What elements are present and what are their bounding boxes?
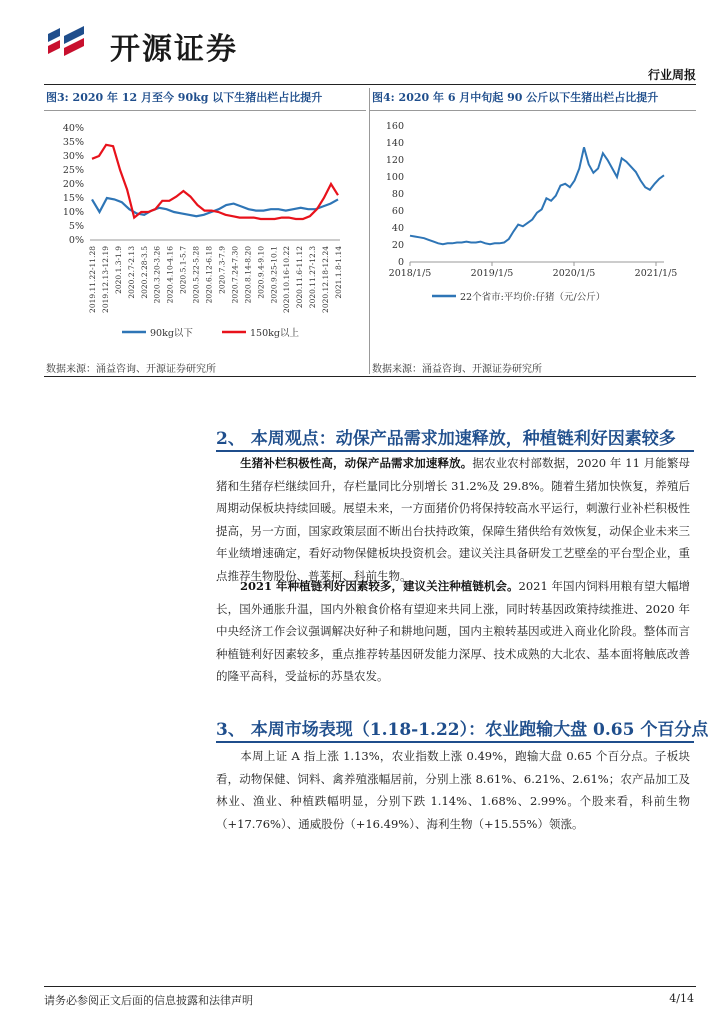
- x-tick-label: 2018/1/5: [388, 268, 432, 279]
- section2-p2-body: 2021 年国内饲料用粮有望大幅增长，国外通胀升温，国内外粮食价格有望迎来共同上涨，同时转基因政策持续推进、2020 年中央经济工作会议强调解决好种子和耕地问题，国内主粮转基因或进入商业化阶段。整体而言种植链利好因素较多，重点推荐转基因研发能力深厚、技术成熟的大北农、基本面将触底改善的隆平高科，受益标的苏垦农发。: [216, 579, 691, 684]
- y-tick-label: 40: [391, 223, 404, 234]
- x-tick-label: 2020.5.22-5.28: [191, 246, 201, 304]
- x-tick-label: 2020.12.18-12.24: [321, 246, 331, 313]
- y-tick-label: 30%: [62, 151, 84, 162]
- y-tick-label: 140: [385, 138, 404, 149]
- y-tick-label: 120: [385, 155, 404, 166]
- x-tick-label: 2020.9.25-10.1: [269, 246, 279, 304]
- y-tick-label: 25%: [62, 165, 84, 176]
- x-tick-label: 2020.7.24-7.30: [230, 246, 240, 304]
- x-tick-label: 2020.7.3-7.9: [217, 246, 227, 294]
- legend-label: 22个省市:平均价:仔猪（元/公斤）: [460, 292, 606, 303]
- section2-p1-body: 据农业农村部数据，2020 年 11 月能繁母猪和生猪存栏继续回升，存栏量同比分别增长 31.2%及 29.8%。随着生猪加快恢复，养殖后周期动保板块持续回暖。展望未来，一方面猪价仍将保持较高水平运行，刺激行业补栏积极性提高，另一方面，国家政策层面不断出台扶持政策，保障生猪供给有效恢复，动保企业未来三年业绩增速确定，看好动物保健板块投资机会。建议关注具备研发工艺壁垒的平台型企业，重点推荐生物股份、普莱柯、科前生物。: [216, 456, 690, 583]
- x-tick-label: 2020.3.20-3.26: [152, 246, 162, 304]
- page-number: 4/14: [669, 992, 694, 1005]
- y-tick-label: 35%: [62, 137, 84, 148]
- section3-p1-body: 本周上证 A 指上涨 1.13%，农业指数上涨 0.49%，跑输大盘 0.65 个百分点。子板块看，动物保健、饲料、禽养殖涨幅居前，分别上涨 8.61%、6.21%、2.61%；农产品加工及林业、渔业、种植跌幅明显，分别下跌 1.14%、1.68%、2.99%。个股来看，科前生物（+17.76%）、通威股份（+16.49%）、海利生物（+15.55%）领涨。: [216, 749, 690, 831]
- y-tick-label: 0%: [68, 235, 84, 246]
- x-tick-label: 2020.5.1-5.7: [178, 246, 188, 294]
- figure4-title-rule: [370, 110, 696, 111]
- footer-disclaimer: 请务必参阅正文后面的信息披露和法律声明: [44, 994, 253, 1007]
- x-tick-label: 2020.8.14-8.20: [243, 245, 253, 304]
- x-tick-label: 2020/1/5: [552, 268, 596, 279]
- x-tick-label: 2021.1.8-1.14: [334, 246, 343, 299]
- x-tick-label: 2020.4.10-4.16: [165, 246, 175, 304]
- section3-rule: [216, 741, 694, 743]
- section2-p2-lead: 2021 年种植链利好因素较多，建议关注种植链机会。: [240, 579, 519, 593]
- section2-paragraph-1: [216, 452, 690, 588]
- figure4-source: 数据来源：涌益咨询、开源证券研究所: [372, 364, 542, 375]
- section2-title: 2、 本周观点：动保产品需求加速释放，种植链利好因素较多: [216, 429, 676, 449]
- figure3-title-rule: [44, 110, 366, 111]
- y-tick-label: 80: [391, 189, 404, 200]
- y-tick-label: 60: [391, 206, 404, 217]
- company-name: 开源证券: [110, 32, 238, 67]
- figures-bottom-rule: [44, 376, 696, 377]
- y-tick-label: 20: [391, 240, 404, 251]
- figure3-title: 图3: 2020 年 12 月至今 90kg 以下生猪出栏占比提升: [46, 91, 323, 104]
- x-tick-label: 2020.9.4-9.10: [256, 246, 266, 299]
- x-tick-label: 2020.11.6-11.12: [295, 246, 305, 309]
- y-tick-label: 10%: [62, 207, 84, 218]
- section2-paragraph-2: [216, 575, 690, 688]
- x-tick-label: 2019.12.13-12.19: [100, 246, 110, 313]
- y-tick-label: 160: [385, 121, 404, 132]
- figure3-source: 数据来源：涌益咨询、开源证券研究所: [46, 364, 216, 375]
- x-tick-label: 2020.1.3-1.9: [113, 246, 123, 294]
- company-logo-icon: [44, 22, 100, 62]
- x-tick-label: 2020.2.7-2.13: [126, 246, 136, 299]
- figure4-title: 图4: 2020 年 6 月中旬起 90 公斤以下生猪出栏占比提升: [372, 91, 659, 104]
- legend-label: 150kg以上: [250, 328, 299, 339]
- y-tick-label: 15%: [62, 193, 84, 204]
- y-tick-label: 5%: [68, 221, 84, 232]
- section3-paragraph: [216, 745, 690, 835]
- section2-p1-lead: 生猪补栏积极性高，动保产品需求加速释放。: [240, 456, 473, 470]
- section3-title: 3、 本周市场表现（1.18-1.22）：农业跑输大盘 0.65 个百分点: [216, 720, 709, 740]
- report-type: 行业周报: [647, 68, 696, 82]
- header-rule: [44, 84, 696, 85]
- y-tick-label: 40%: [62, 123, 84, 134]
- x-tick-label: 2020.10.16-10.22: [282, 245, 292, 313]
- y-tick-label: 100: [385, 172, 404, 183]
- figure3-chart: [44, 116, 366, 352]
- x-tick-label: 2021/1/5: [634, 268, 678, 279]
- x-tick-label: 2019/1/5: [470, 268, 514, 279]
- figure4-chart: [370, 116, 696, 316]
- series-line-piglet-price: [410, 147, 664, 244]
- x-tick-label: 2020.2.28-3.5: [139, 246, 149, 299]
- x-tick-label: 2020.11.27-12.3: [308, 246, 318, 309]
- legend-label: 90kg以下: [150, 328, 193, 339]
- footer-rule: [44, 986, 696, 987]
- y-tick-label: 20%: [62, 179, 84, 190]
- x-tick-label: 2019.11.22-11.28: [88, 246, 97, 313]
- y-tick-label: 0: [397, 257, 404, 268]
- x-tick-label: 2020.6.12-6.18: [204, 246, 214, 304]
